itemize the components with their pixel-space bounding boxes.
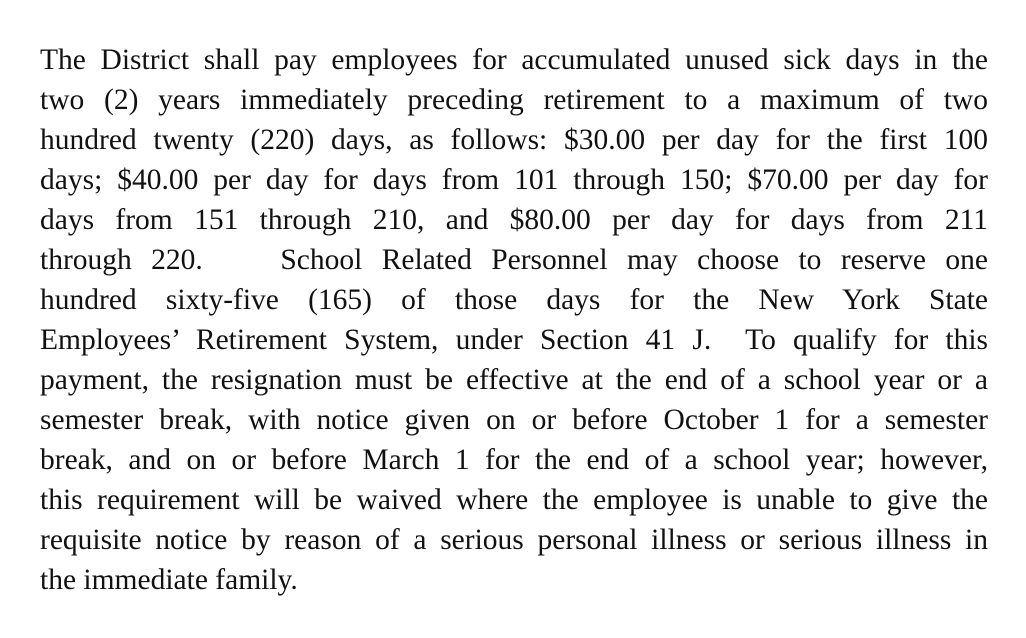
paragraph-line: the immediate family. bbox=[40, 564, 298, 596]
paragraph-line: days; $40.00 per day for days from 101 through 150; $70.00 per day for bbox=[40, 164, 988, 196]
paragraph-line: break, and on or before March 1 for the end of a school year; however, bbox=[40, 444, 988, 476]
paragraph-line: semester break, with notice given on or before October 1 for a semester bbox=[40, 404, 988, 436]
paragraph-line: hundred twenty (220) days, as follows: $30.00 per day for the first 100 bbox=[40, 124, 988, 156]
paragraph-line: through 220. School Related Personnel may choose to reserve one bbox=[40, 244, 988, 276]
paragraph-line: two (2) years immediately preceding retirement to a maximum of two bbox=[40, 84, 988, 116]
paragraph-line: Employees’ Retirement System, under Section 41 J. To qualify for this bbox=[40, 324, 988, 356]
paragraph-line: this requirement will be waived where the employee is unable to give the bbox=[40, 484, 988, 516]
document-paragraph bbox=[40, 40, 988, 600]
paragraph-line: requisite notice by reason of a serious personal illness or serious illness in bbox=[40, 524, 988, 556]
paragraph-line: days from 151 through 210, and $80.00 per day for days from 211 bbox=[40, 204, 988, 236]
paragraph-line: The District shall pay employees for accumulated unused sick days in the bbox=[40, 44, 988, 76]
paragraph-line: hundred sixty-five (165) of those days for the New York State bbox=[40, 284, 988, 316]
paragraph-line: payment, the resignation must be effective at the end of a school year or a bbox=[40, 364, 988, 396]
